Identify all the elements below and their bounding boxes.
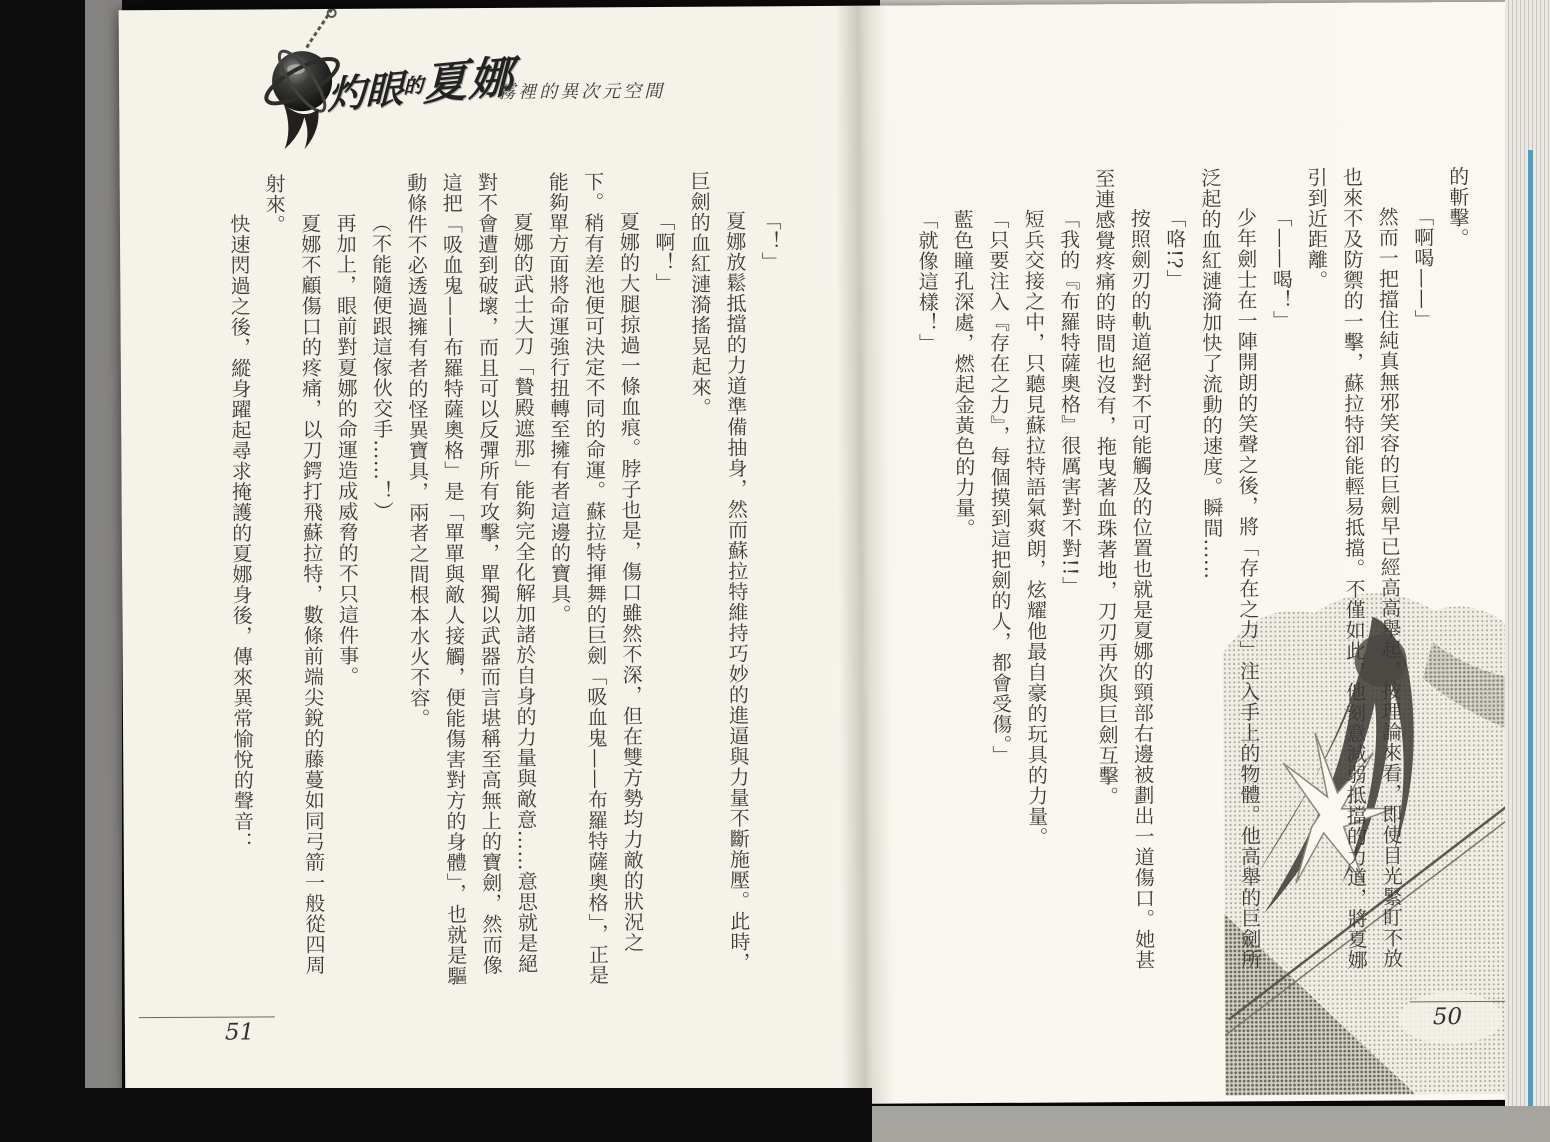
text-column: 少年劍士在一陣開朗的笑聲之後，將「存在之力」注入手上的物體。他高舉的巨劍所 — [1233, 207, 1263, 970]
folio-rule — [139, 1016, 275, 1018]
text-column: 短兵交接之中，只聽見蘇拉特語氣爽朗，炫耀他最自豪的玩具的力量。 — [1021, 208, 1049, 848]
text-column: 夏娜放鬆抵擋的力道準備抽身，然而蘇拉特維持巧妙的進逼與力量不斷施壓。此時， — [722, 210, 752, 973]
text-column: 「就像這樣！」 — [914, 209, 940, 354]
series-title-part: 夏娜 — [423, 50, 516, 111]
text-column: 按照劍刃的軌道絕對不可能觸及的位置也就是夏娜的頸部右邊被劃出一道傷口。她甚 — [1127, 207, 1156, 971]
text-column: 這把「吸血鬼——布羅特薩奧格」是「單單與敵人接觸，便能傷害對方的身體」，也就是驅 — [438, 172, 468, 987]
text-column: 夏娜的武士大刀「贄殿遮那」能夠完全化解加諸於自身的力量與敵意……意思就是絕 — [510, 211, 539, 975]
text-column: 動條件不必透過擁有者的怪異寶具，兩者之間根本水火不容。 — [403, 172, 431, 729]
text-column: 再加上，眼前對夏娜的命運造成威脅的不只這件事。 — [333, 212, 360, 687]
book-cover-blue-edge — [1528, 150, 1533, 1110]
scanner-shadow-bottom-left — [0, 1088, 872, 1142]
text-column: 夏娜的大腿掠過一條血痕。脖子也是，傷口雖然不深，但在雙方勢均力敵的狀況之 — [616, 211, 645, 953]
open-book-spread — [119, 2, 1522, 1109]
page-number-right: 50 — [1432, 1004, 1463, 1031]
chapter-subtitle: 霧裡的異次元空間 — [497, 80, 666, 103]
text-column: 的斬擊。 — [1445, 166, 1471, 249]
text-column: 射來。 — [261, 173, 287, 236]
text-column: 引到近距離。 — [1304, 166, 1329, 291]
text-column: 對不會遭到破壞，而且可以反彈所有攻擊，單獨以武器而言堪稱至高無上的寶劍，然而像 — [474, 171, 504, 976]
text-column: 「啊！」 — [651, 210, 677, 294]
text-column: 夏娜不顧傷口的疼痛，以刀鍔打飛蘇拉特，數條前端尖銳的藤蔓如同弓箭一般從四周 — [297, 213, 327, 976]
right-page-text — [908, 166, 1480, 1001]
text-column: 藍色瞳孔深處，燃起金黃色的力量。 — [950, 209, 977, 539]
text-column: 「！」 — [757, 210, 783, 273]
text-column: 「——喝！」 — [1268, 207, 1294, 331]
text-column: 巨劍的血紅漣漪搖晃起來。 — [686, 170, 713, 419]
text-column: 也來不及防禦的一擊，蘇拉特卻能輕易抵擋。不僅如此，他刻意減弱抵擋的力道，將夏娜 — [1339, 166, 1369, 971]
text-column: 「咯!?」 — [1162, 207, 1188, 290]
text-column: 快速閃過之後，縱身躍起尋求掩護的夏娜身後，傳來異常愉悅的聲音： — [226, 213, 255, 853]
page-header — [179, 6, 740, 159]
text-column: 「啊喝——」 — [1410, 206, 1436, 330]
text-column: 「只要注入『存在之力』，每個摸到這把劍的人，都會受傷。」 — [985, 208, 1014, 766]
scanner-shadow-bottom-right — [872, 1106, 1550, 1142]
text-column: 至連感覺疼痛的時間也沒有，拖曳著血珠著地，刀刃再次與巨劍互擊。 — [1091, 168, 1120, 807]
text-column: （不能隨便跟這傢伙交手……！） — [368, 212, 395, 522]
text-column: 「我的『布羅特薩奧格』很厲害對不對!!」 — [1056, 208, 1083, 597]
scanner-edge-strip — [85, 0, 122, 1142]
book-gutter-shadow — [835, 6, 894, 1104]
page-number-left: 51 — [224, 1019, 255, 1046]
text-column: 能夠單方面將命運強行扭轉至擁有者這邊的寶具。 — [545, 171, 572, 625]
series-title-part: 的 — [403, 72, 424, 99]
text-column: 然而一把擋住純真無邪笑容的巨劍早已經高高舉起，按理論來看，即使目光緊盯不放 — [1375, 206, 1404, 969]
series-title-part: 灼眼 — [327, 65, 404, 118]
text-column: 泛起的血紅漣漪加快了流動的速度。瞬間…… — [1197, 167, 1225, 580]
left-page-text — [220, 170, 792, 1005]
text-column: 下。稍有差池便可決定不同的命運。蘇拉特揮舞的巨劍「吸血鬼——布羅特薩奧格」，正是 — [580, 171, 610, 986]
